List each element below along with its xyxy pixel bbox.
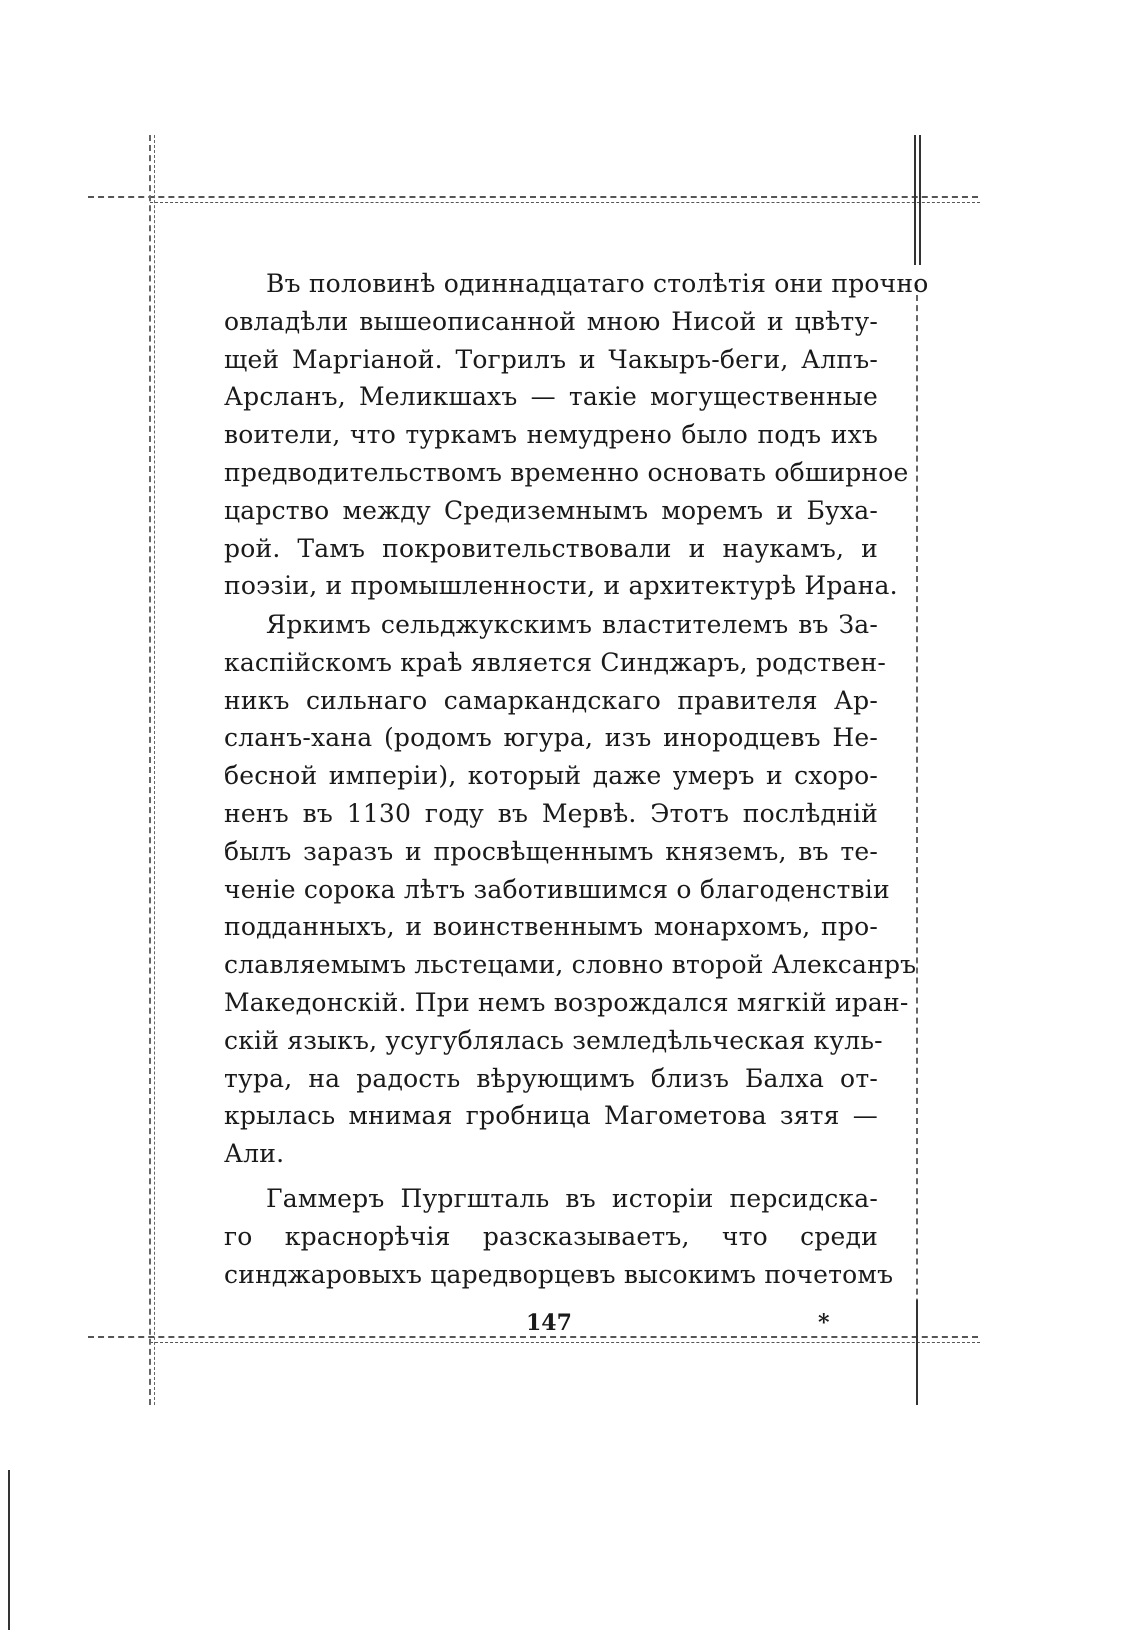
text-line: Македонскій. При немъ возрождался мягкій иран- <box>224 987 909 1017</box>
text-line: сланъ-хана (родомъ югура, изъ инородцевъ Не- <box>224 723 878 753</box>
text-line: подданныхъ, и воинственнымъ монархомъ, про- <box>224 912 878 942</box>
bottom-crop-line <box>88 1336 978 1338</box>
text-line: Али. <box>224 1139 285 1169</box>
paragraph-1 <box>224 265 929 605</box>
bottom-crop-line-2 <box>150 1342 980 1343</box>
right-crop-line-bottom <box>916 1300 918 1405</box>
paragraph-2 <box>224 606 917 1173</box>
footer-asterisk: * <box>818 1310 830 1336</box>
left-margin-mark <box>8 1470 10 1630</box>
left-crop-line-2 <box>154 135 155 1405</box>
text-line: каспійскомъ краѣ является Синджаръ, родствен- <box>224 647 887 677</box>
text-line: Гаммеръ Пургшталь въ исторіи персидска- <box>266 1184 878 1213</box>
text-line: ченіе сорока лѣтъ заботившимся о благоденствіи <box>224 874 890 904</box>
text-line: синджаровыхъ царедворцевъ высокимъ почетомъ <box>224 1259 894 1289</box>
text-line: царство между Средиземнымъ моремъ и Буха- <box>224 495 878 525</box>
text-line: го краснорѣчія разсказываетъ, что среди <box>224 1221 878 1251</box>
text-line: Яркимъ сельджукскимъ властителемъ въ За- <box>266 610 878 639</box>
right-crop-line-b <box>919 135 921 265</box>
text-line: рой. Тамъ покровительствовали и наукамъ, и <box>224 533 878 563</box>
text-line: Арсланъ, Меликшахъ — такіе могущественные <box>224 382 878 412</box>
page-number: 147 <box>526 1310 572 1336</box>
text-line: предводительствомъ временно основать обширное <box>224 457 909 487</box>
right-crop-line-lower <box>916 285 918 1405</box>
text-line: крылась мнимая гробница Магометова зятя — <box>224 1101 878 1131</box>
text-line: никъ сильнаго самаркандскаго правителя Ар- <box>224 685 878 715</box>
text-line: овладѣли вышеописанной мною Нисой и цвѣту- <box>224 306 878 336</box>
text-line: воители, что туркамъ немудрено было подъ ихъ <box>224 420 878 450</box>
top-crop-line <box>88 196 978 198</box>
text-line: ненъ въ 1130 году въ Мервѣ. Этотъ послѣдній <box>224 798 878 828</box>
right-crop-line <box>914 135 916 265</box>
text-line: скій языкъ, усугублялась земледѣльческая куль- <box>224 1025 883 1055</box>
top-crop-line-2 <box>150 202 980 203</box>
text-line: поэзіи, и промышленности, и архитектурѣ Ирана. <box>224 571 898 601</box>
text-line: Въ половинѣ одиннадцатаго столѣтія они прочно <box>266 269 929 298</box>
text-line: бесной имперіи), который даже умеръ и схоро- <box>224 761 878 791</box>
text-line: былъ заразъ и просвѣщеннымъ княземъ, въ те- <box>224 836 878 866</box>
left-crop-line <box>149 135 151 1405</box>
text-line: щей Маргіаной. Тогрилъ и Чакыръ-беги, Алпъ- <box>224 344 878 374</box>
text-line: славляемымъ льстецами, словно второй Алексанръ <box>224 950 917 980</box>
text-line: тура, на радость вѣрующимъ близъ Балха от- <box>224 1063 878 1093</box>
paragraph-3 <box>224 1180 894 1293</box>
